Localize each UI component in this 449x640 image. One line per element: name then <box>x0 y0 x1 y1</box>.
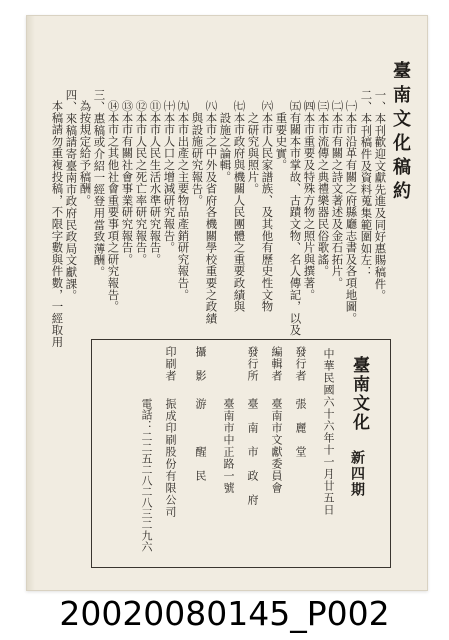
term-line: ㈥本市人民家譜族、及其他有歷史性文物 <box>260 100 275 313</box>
page-title: 臺南文化稿約 <box>390 61 411 205</box>
term-line: ㈢本市流傳之典禮樂器民俗歌謠。 <box>316 100 331 277</box>
term-line: ⑭本市之其他社會重要事項之研究報告。 <box>106 100 121 313</box>
document-page <box>26 15 428 591</box>
editor-label: 編輯者 <box>270 346 283 382</box>
publisher-label: 發行者 <box>294 346 307 382</box>
term-line: ㈤有關本市掌故、古蹟文物、名人傳記，以及 <box>288 100 303 336</box>
term-line: ㈧本市之中外及省府各機關學校重要之政績 <box>204 100 219 325</box>
term-line: ㈨本市出產之主要物品產銷研究報告。 <box>176 100 191 301</box>
printer-label: 印刷者 <box>164 346 177 382</box>
term-line: 為按規定給予稿酬。 <box>78 100 93 207</box>
scan-identifier: 20020080145_P002 <box>59 594 390 633</box>
publisher-name: 張 麗 堂 <box>294 398 307 458</box>
term-line: ㈠本市沿革有關之府縣廳志書及各項地圖。 <box>344 100 359 325</box>
term-line: 一、本刊歡迎文獻先進及同好惠賜稿件。 <box>373 89 388 302</box>
term-line: 重要史實。 <box>274 112 289 171</box>
office-label: 發行所 <box>246 346 259 382</box>
publication-date: 中華民國六十六年十一月廿五日 <box>322 348 335 516</box>
binding-shadow <box>27 16 35 590</box>
editor-name: 臺南市文獻委員會 <box>270 398 283 494</box>
term-line: 之研究與照片。 <box>246 112 261 195</box>
printer-phone: 電話：二二五二八二八三二九六 <box>140 398 153 552</box>
term-line: 設施之論輯。 <box>218 112 233 183</box>
issue-number: 新四期 <box>349 450 365 498</box>
magazine-name: 臺南文化 <box>349 356 369 432</box>
term-line: 與設施研究報告。 <box>190 112 205 207</box>
term-line: ㈦本市政府與機關人民團體之重要政績與 <box>232 100 247 313</box>
term-line: ㈣本市重要及特殊方物之照片與撰著。 <box>302 100 317 301</box>
term-line: ⑪本市人民生活水準研究報告。 <box>148 100 163 266</box>
photographer-label: 攝 影 <box>194 346 207 382</box>
term-line: ㈩本市人口之增減研究報告。 <box>162 100 177 254</box>
term-line: ⑬本市有關社會事業研究報告。 <box>120 100 135 266</box>
term-line: ㈡本市有關之詩文著述及金石拓片。 <box>330 100 345 289</box>
term-line: 三、惠稿或介紹一經登用當致薄酬。 <box>92 89 107 278</box>
term-line: 四、來稿請寄臺南市政府民政局文獻課。 <box>64 89 79 302</box>
office-address: 臺南市中正路一號 <box>222 398 235 494</box>
term-line: 二、本刊稿件及資料蒐集範圍如左： <box>359 89 374 278</box>
photographer-name: 游 醒 民 <box>194 398 207 482</box>
printer-name: 振成印刷股份有限公司 <box>164 398 177 518</box>
term-line: 本稿請勿重複投稿，不限字數與件數，一經取用 <box>50 100 65 348</box>
office-name: 臺 南 市 政 府 <box>246 398 259 506</box>
term-line: ⑫本市人民之死亡率研究報告。 <box>134 100 149 266</box>
colophon-box <box>91 339 391 568</box>
